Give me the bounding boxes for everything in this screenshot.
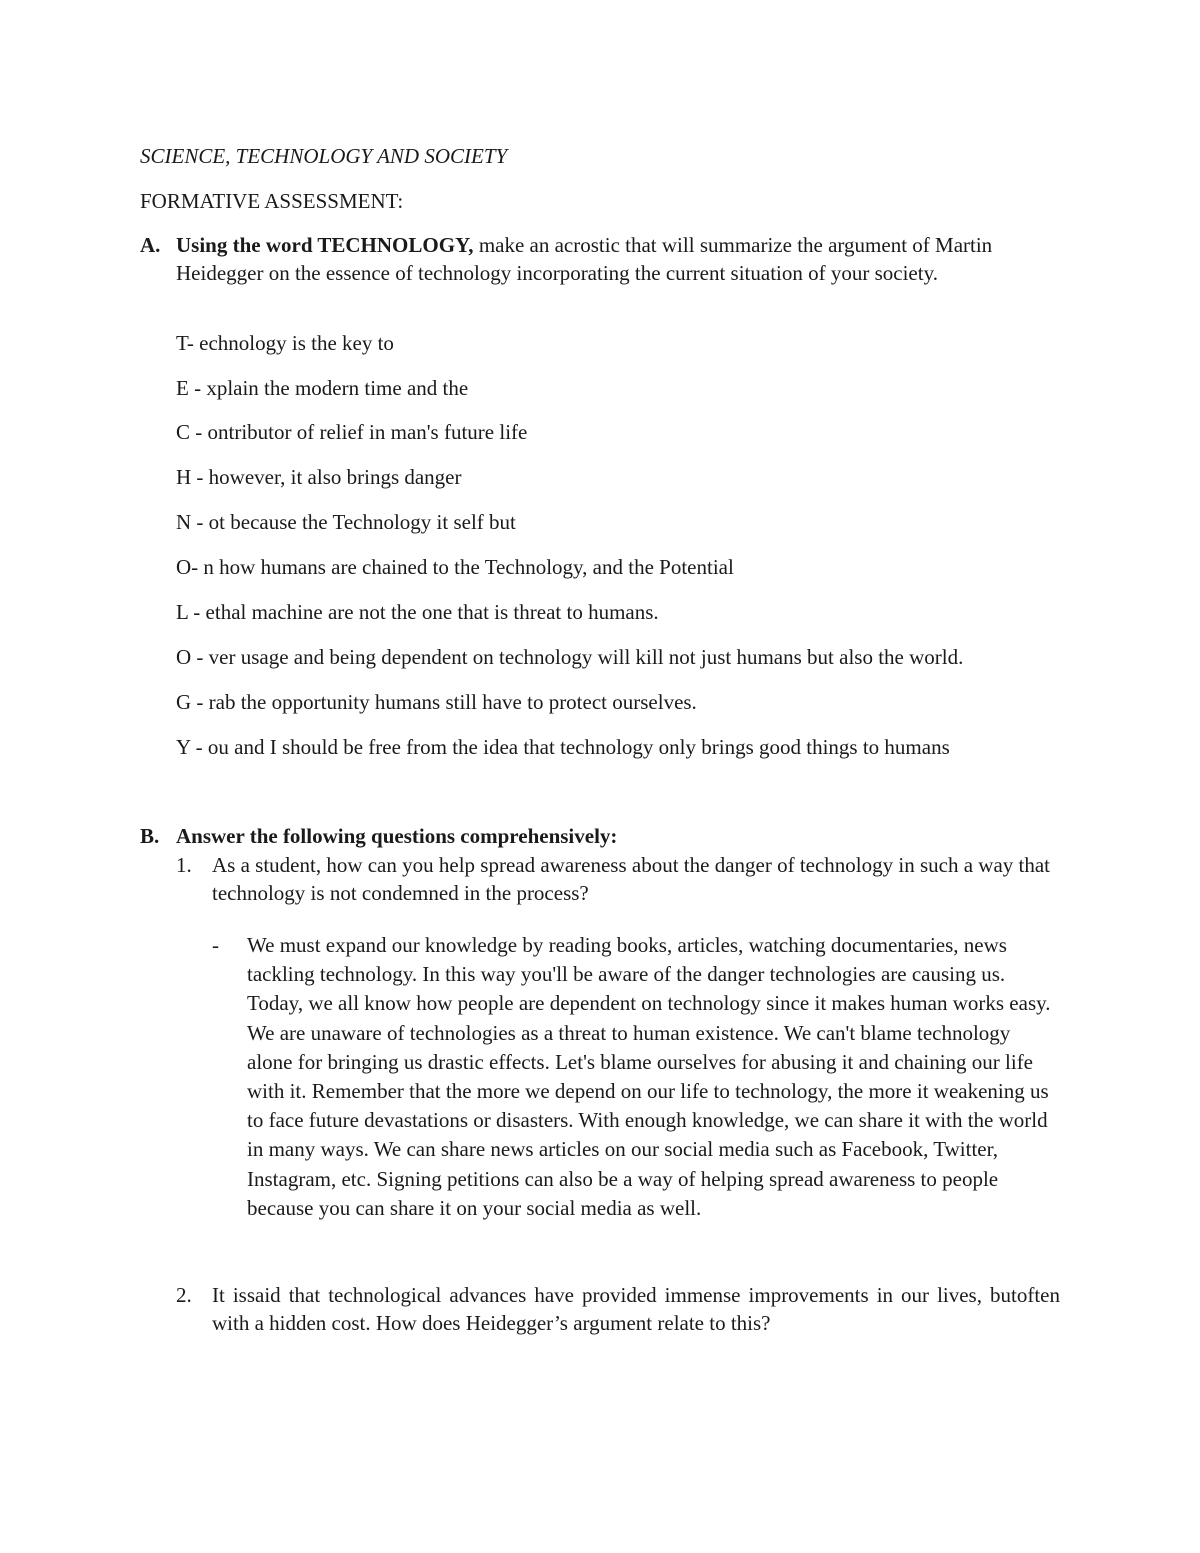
section-a-instructions-text: make an acrostic that will summarize the argument of Martin Heidegger on the essence of technology incorporating the current situation of your society. — [176, 233, 993, 285]
acrostic-line-o: O- n how humans are chained to the Technology, and the Potential — [176, 555, 734, 579]
question-1-number: 1. — [176, 853, 192, 877]
section-b-label: B. — [140, 824, 160, 848]
answer-1-text: We must expand our knowledge by reading books, articles, watching documentaries, news tackling technology. In this way you'll be aware of the danger technologies are causing us. Today, we all know how people are dependent on technology since it makes human works easy. We are unaware of technologies as a threat to human existence. We can't blame technology alone for bringing us drastic effects. Let's blame ourselves for abusing it and chaining our life with it. Remember that the more we depend on our life to technology, the more it weakening us to face future devastations or disasters. With enough knowledge, we can share it with the world in many ways. We can share news articles on our social media such as Facebook, Twitter, Instagram, etc. Signing petitions can also be a way of helping spread awareness to people because you can share it on your social media as well. — [247, 933, 1051, 1220]
acrostic-line-t: T- echnology is the key to — [176, 331, 394, 355]
acrostic-line-h: H - however, it also brings danger — [176, 465, 462, 489]
acrostic-line-o2: O - ver usage and being dependent on technology will kill not just humans but also the world. — [176, 645, 964, 669]
acrostic-line-e: E - xplain the modern time and the — [176, 376, 469, 400]
section-a-instructions-bold: Using the word TECHNOLOGY, — [176, 233, 474, 257]
acrostic-line-y: Y - ou and I should be free from the idea that technology only brings good things to humans — [176, 735, 950, 759]
acrostic-line-l: L - ethal machine are not the one that is threat to humans. — [176, 600, 659, 624]
section-a-label: A. — [140, 233, 161, 257]
answer-1-bullet: - — [212, 933, 219, 957]
document-title: SCIENCE, TECHNOLOGY AND SOCIETY — [140, 144, 508, 168]
acrostic-line-c: C - ontributor of relief in man's future life — [176, 420, 528, 444]
assessment-heading: FORMATIVE ASSESSMENT: — [140, 189, 404, 213]
question-2-number: 2. — [176, 1283, 192, 1307]
acrostic-line-g: G - rab the opportunity humans still have to protect ourselves. — [176, 690, 697, 714]
section-b-heading: Answer the following questions comprehensively: — [176, 824, 618, 848]
section-a-instructions — [176, 231, 1056, 287]
acrostic-line-n: N - ot because the Technology it self but — [176, 510, 516, 534]
question-1-text: As a student, how can you help spread awareness about the danger of technology in such a way that technology is not condemned in the process? — [212, 853, 1051, 905]
question-2-text: It issaid that technological advances have provided immense improvements in our lives, butoften with a hidden cost. How does Heidegger’s argument relate to this? — [212, 1283, 1060, 1335]
